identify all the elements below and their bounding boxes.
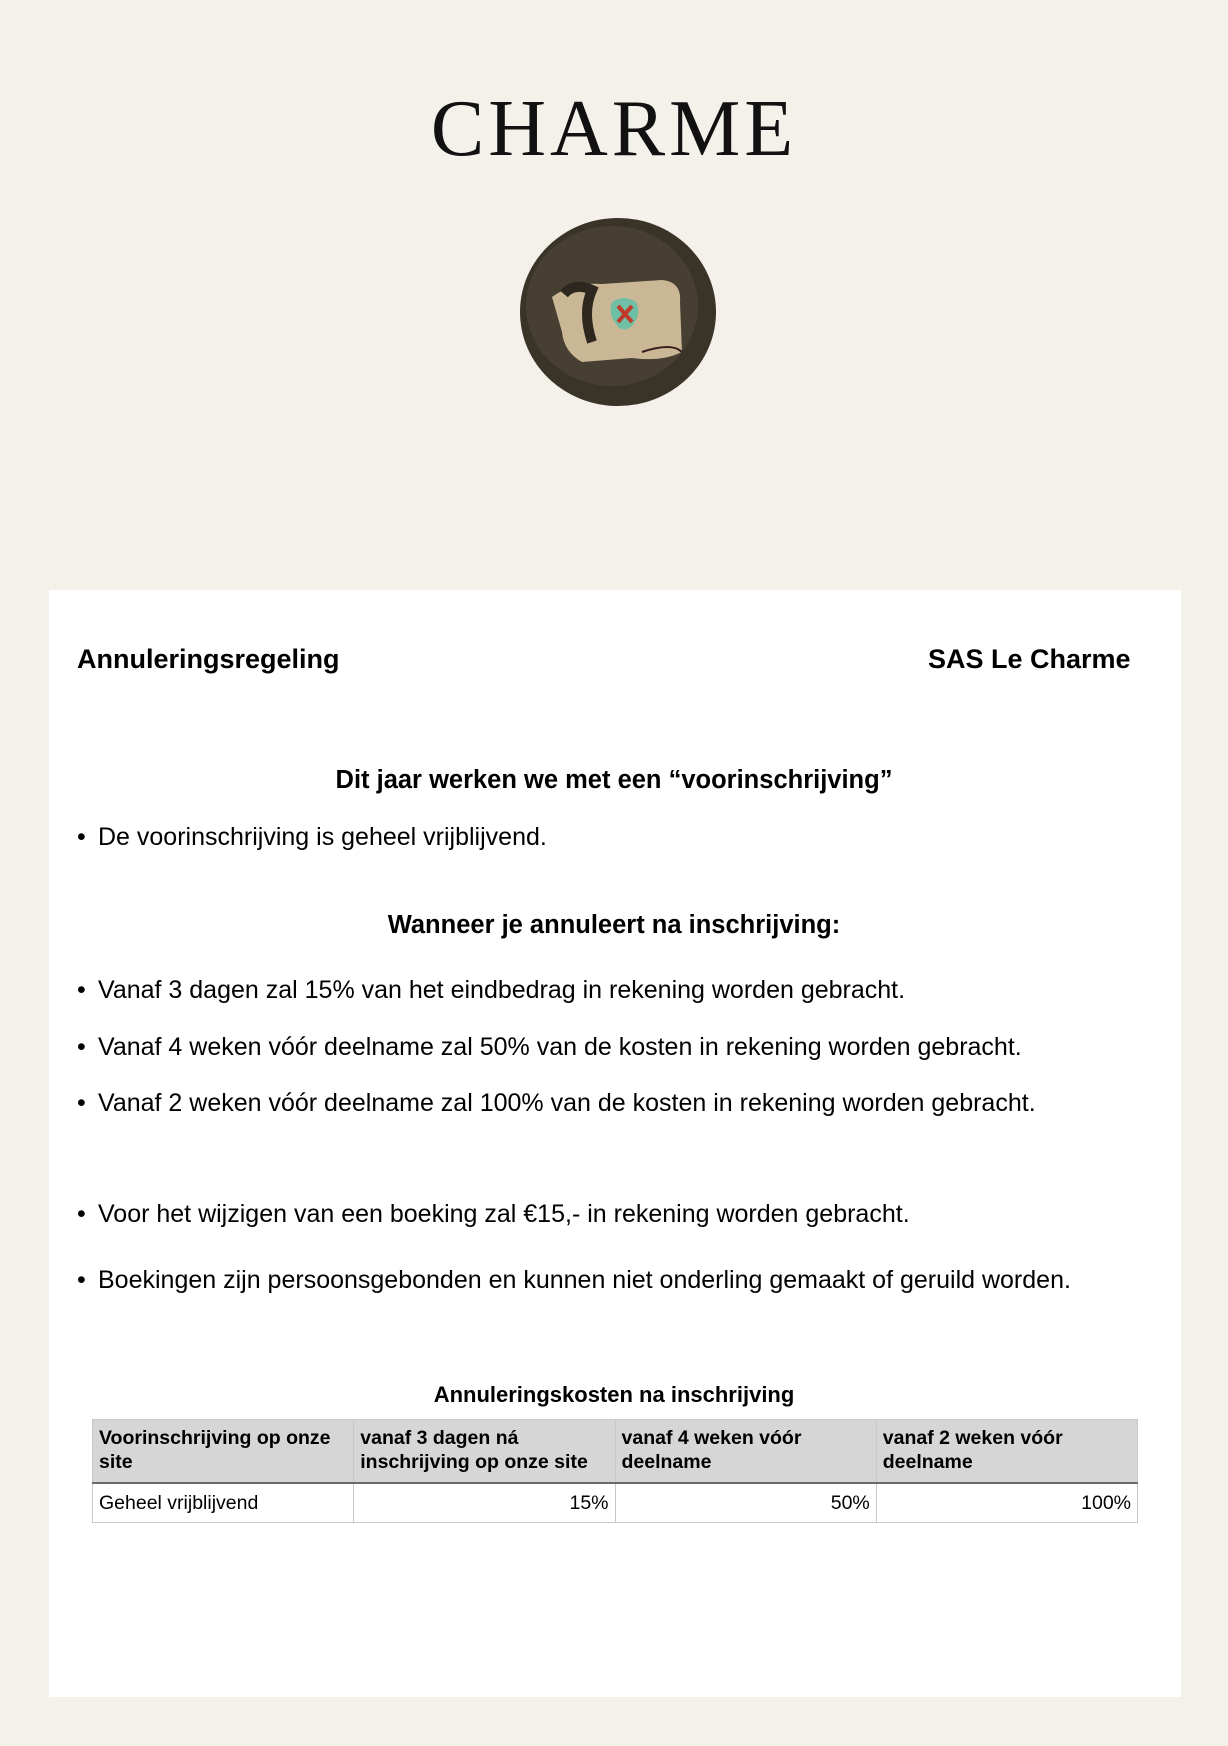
list-item-text: De voorinschrijving is geheel vrijblijvend. xyxy=(98,823,547,851)
cancellation-heading: Wanneer je annuleert na inschrijving: xyxy=(387,911,841,939)
bullet-icon: • xyxy=(77,976,86,1004)
column-header: vanaf 3 dagen ná inschrijving op onze site xyxy=(354,1420,615,1484)
document-card xyxy=(49,590,1181,1697)
list-item xyxy=(77,823,547,852)
company-name: SAS Le Charme xyxy=(928,644,1131,674)
table-row xyxy=(93,1483,1138,1523)
bullet-icon: • xyxy=(77,1200,86,1228)
column-header: vanaf 4 weken vóór deelname xyxy=(615,1420,876,1484)
list-item xyxy=(77,976,905,1005)
table-cell: 100% xyxy=(876,1483,1137,1523)
list-item xyxy=(77,1200,910,1229)
list-item xyxy=(77,1089,1036,1118)
bullet-icon: • xyxy=(77,1266,86,1294)
cancellation-costs-table xyxy=(92,1419,1138,1523)
list-item-text: Vanaf 4 weken vóór deelname zal 50% van de kosten in rekening worden gebracht. xyxy=(98,1033,1022,1061)
bullet-icon: • xyxy=(77,823,86,851)
table-cell: 15% xyxy=(354,1483,615,1523)
table-cell: 50% xyxy=(615,1483,876,1523)
preregistration-heading: Dit jaar werken we met een “voorinschrijving” xyxy=(335,766,893,794)
list-item-text: Boekingen zijn persoonsgebonden en kunnen niet onderling gemaakt of geruild worden. xyxy=(98,1266,1071,1294)
brand-logo: CHARME xyxy=(430,85,798,173)
list-item-text: Vanaf 2 weken vóór deelname zal 100% van de kosten in rekening worden gebracht. xyxy=(98,1089,1036,1117)
column-header: Voorinschrijving op onze site xyxy=(93,1420,354,1484)
table-title: Annuleringskosten na inschrijving xyxy=(433,1382,795,1407)
list-item xyxy=(77,1033,1022,1062)
list-item-text: Vanaf 3 dagen zal 15% van het eindbedrag in rekening worden gebracht. xyxy=(98,976,906,1004)
table-header-row xyxy=(93,1420,1138,1484)
column-header: vanaf 2 weken vóór deelname xyxy=(876,1420,1137,1484)
bullet-icon: • xyxy=(77,1089,86,1117)
list-item-text: Voor het wijzigen van een boeking zal €15,- in rekening worden gebracht. xyxy=(98,1200,910,1228)
bullet-icon: • xyxy=(77,1033,86,1061)
treasure-map-emblem-icon xyxy=(512,202,728,418)
list-item xyxy=(77,1266,1071,1295)
document-title: Annuleringsregeling xyxy=(77,644,340,674)
table-cell: Geheel vrijblijvend xyxy=(93,1483,354,1523)
